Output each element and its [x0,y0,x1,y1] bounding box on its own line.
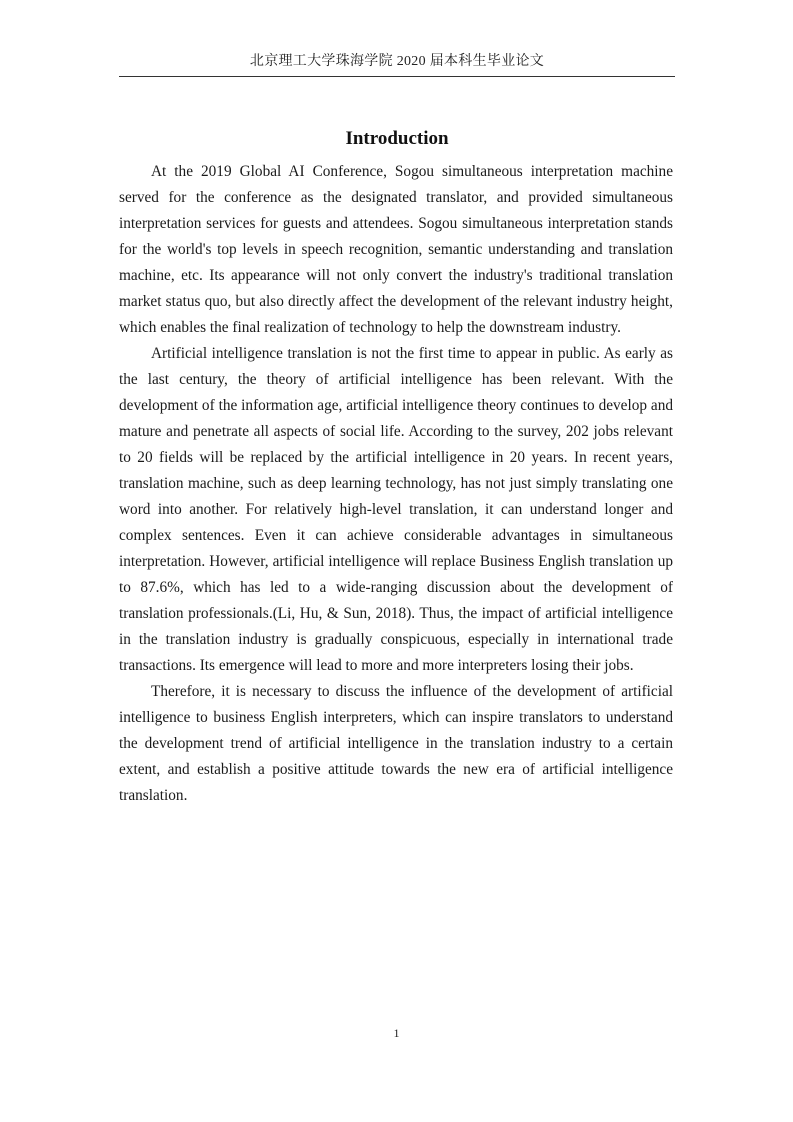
page-number: 1 [393,1026,400,1040]
section-body [119,159,673,809]
paragraph-1: At the 2019 Global AI Conference, Sogou simultaneous interpretation machine served for the conference as the designated translator, and provided simultaneous interpretation services for guests and attendees. Sogou simultaneous interpretation stands for the world's top levels in speech recognition, semantic understanding and translation machine, etc. Its appearance will not only convert the industry's traditional translation market status quo, but also directly affect the development of the relevant industry height, which enables the final realization of technology to help the downstream industry. [119,163,673,336]
paragraph-3: Therefore, it is necessary to discuss the influence of the development of artificial intelligence to business English interpreters, which can inspire translators to understand the development trend of artificial intelligence in the translation industry to a certain extent, and establish a positive attitude towards the new era of artificial intelligence translation. [119,683,673,804]
paragraph-2: Artificial intelligence translation is not the first time to appear in public. As early as the last century, the theory of artificial intelligence has been relevant. With the development of the information age, artificial intelligence theory continues to develop and mature and penetrate all aspects of social life. According to the survey, 202 jobs relevant to 20 fields will be replaced by the artificial intelligence in 20 years. In recent years, translation machine, such as deep learning technology, has not just simply translating one word into another. For relatively high-level translation, it can understand longer and complex sentences. Even it can achieve considerable advantages in simultaneous interpretation. However, artificial intelligence will replace Business English translation up to 87.6%, which has led to a wide-ranging discussion about the development of translation professionals.(Li, Hu, & Sun, 2018). Thus, the impact of artificial intelligence in the translation industry is gradually conspicuous, especially in international trade transactions. Its emergence will lead to more and more interpreters losing their jobs. [119,345,673,674]
header-divider [119,76,675,77]
running-header: 北京理工大学珠海学院 2020 届本科生毕业论文 [249,54,545,69]
section-title: Introduction [345,128,449,149]
